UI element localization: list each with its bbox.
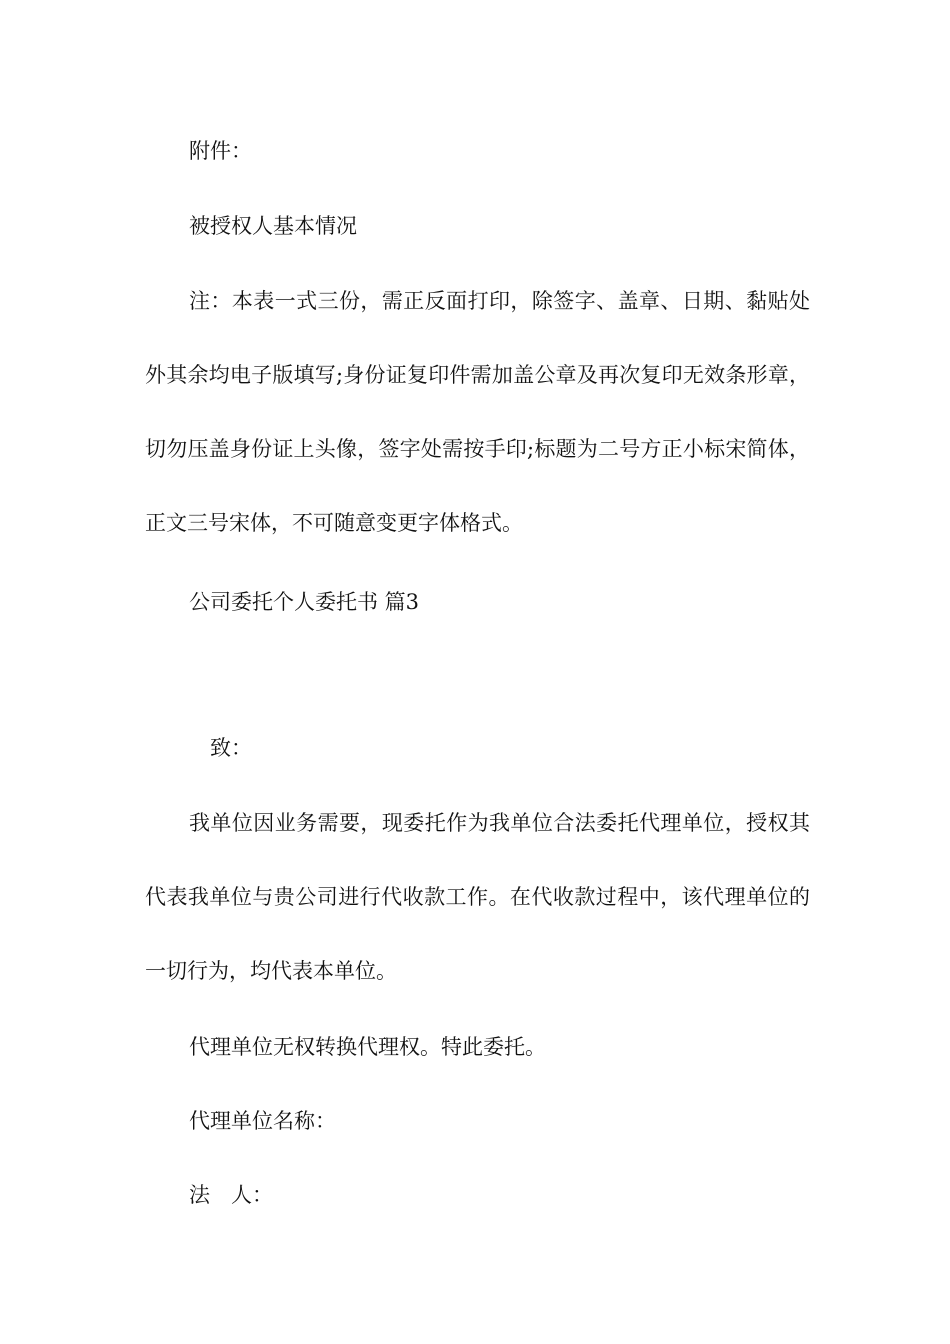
attachment-label: 附件：: [189, 139, 252, 163]
salutation: 致：: [210, 736, 252, 760]
note-paragraph: 注：本表一式三份，需正反面打印，除签字、盖章、日期、黏贴处外其余均电子版填写;身份证复印件需加盖公章及再次复印无效条形章，切勿压盖身份证上头像，签字处需按手印;标题为二号方正小标宋简体，正文三号宋体，不可随意变更字体格式。: [145, 289, 810, 535]
agent-name-field-label: 代理单位名称：: [189, 1109, 336, 1133]
body-paragraph: 我单位因业务需要，现委托作为我单位合法委托代理单位，授权其代表我单位与贵公司进行代收款工作。在代收款过程中，该代理单位的一切行为，均代表本单位。: [145, 811, 810, 983]
legal-person-field-label: 法 人：: [189, 1183, 273, 1207]
authorized-person-info-heading: 被授权人基本情况: [189, 214, 357, 238]
no-transfer-paragraph: 代理单位无权转换代理权。特此委托。: [189, 1035, 546, 1059]
section-title: 公司委托个人委托书 篇3: [189, 590, 420, 614]
